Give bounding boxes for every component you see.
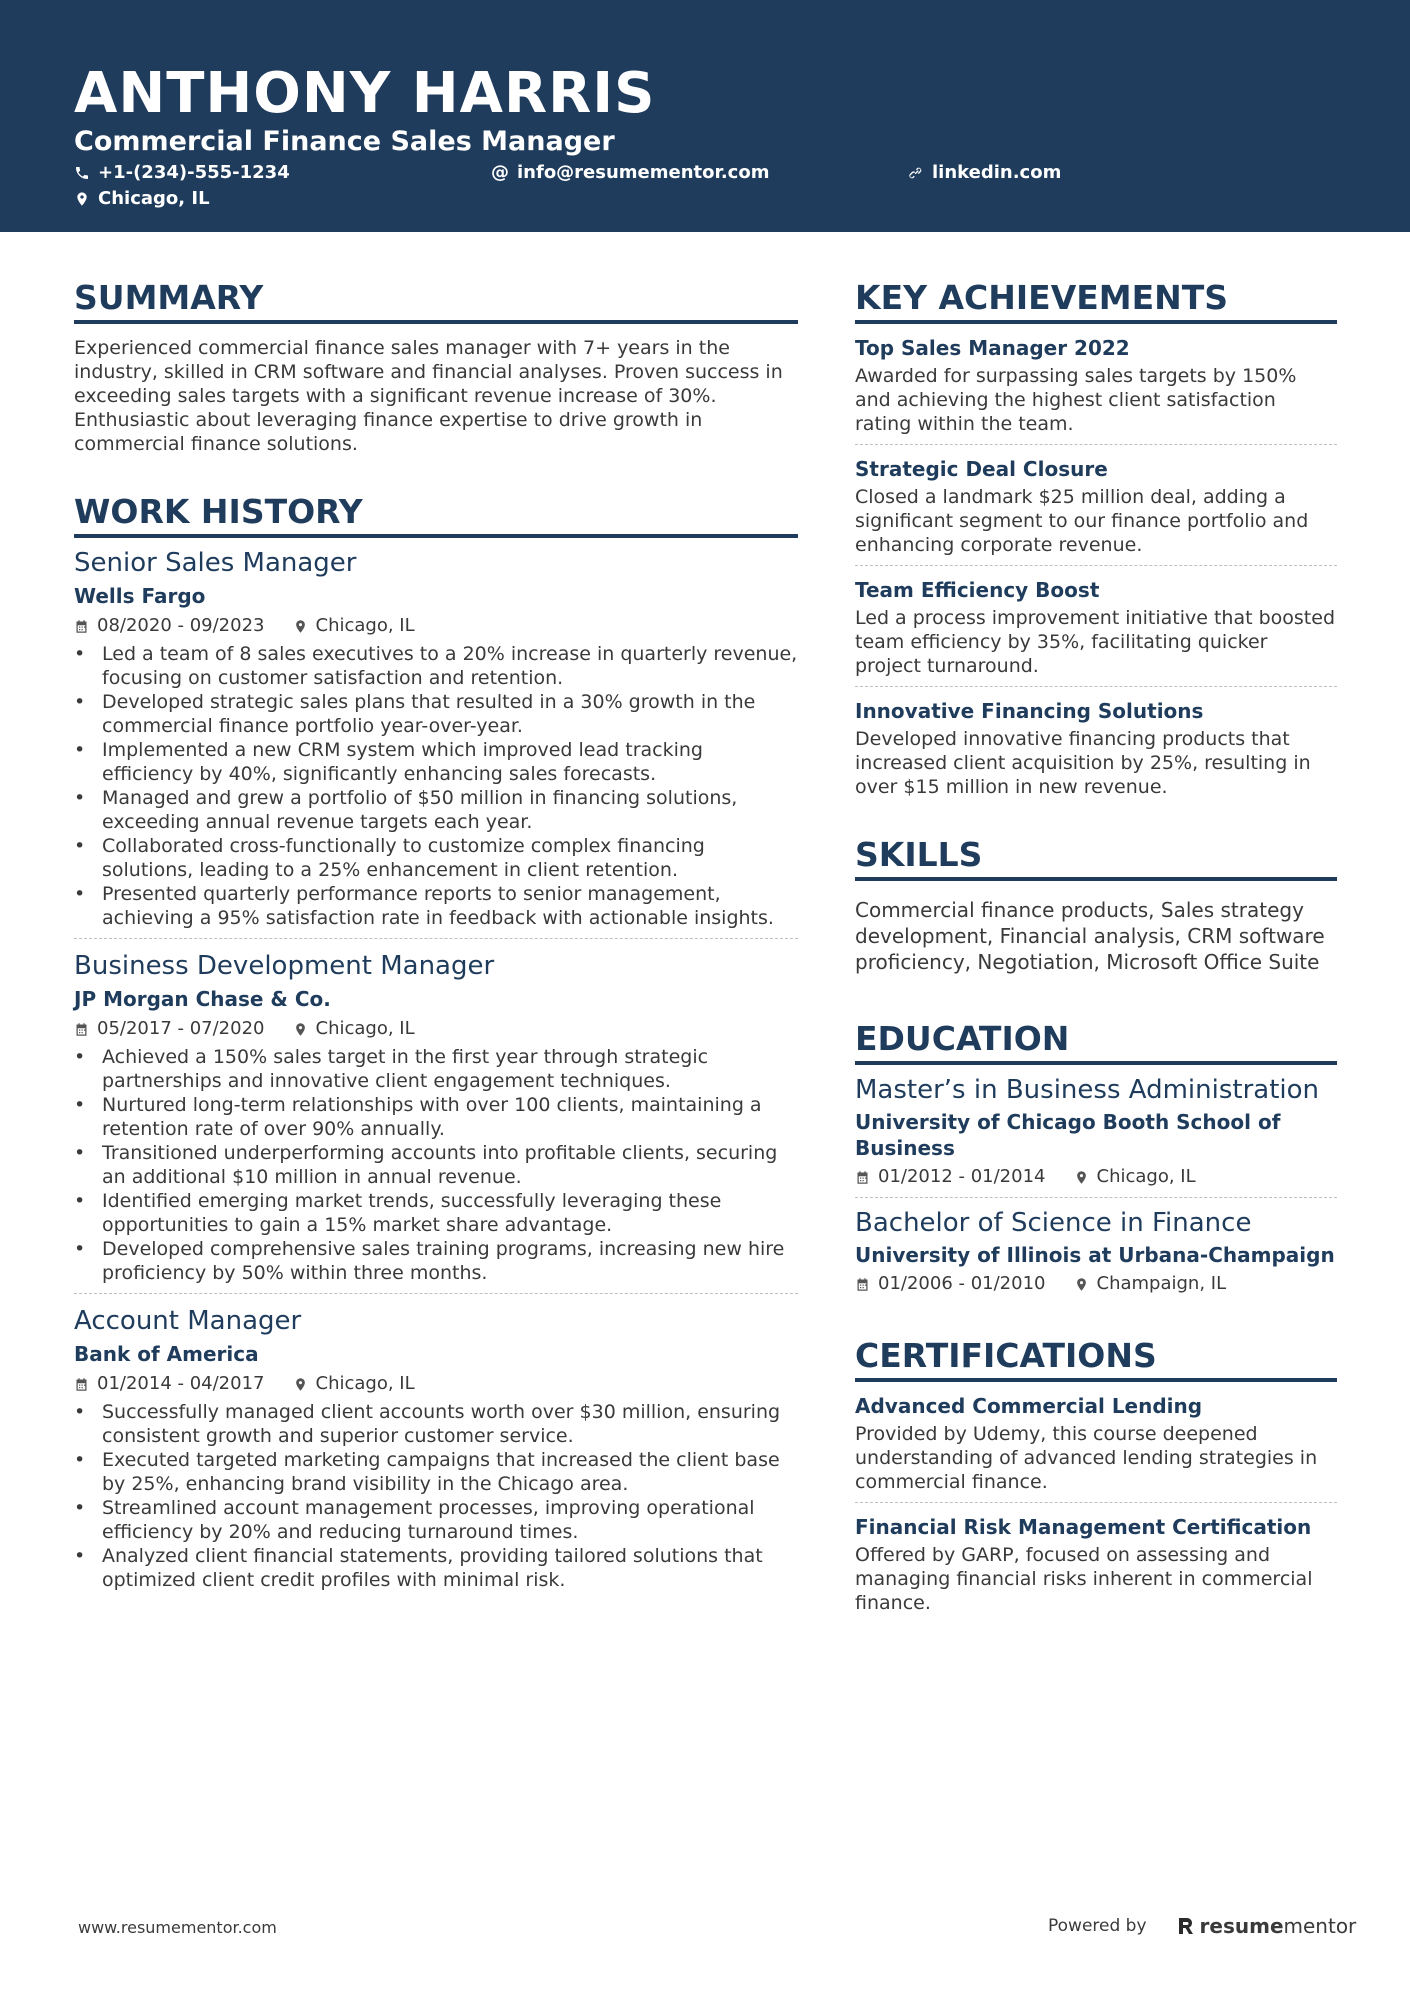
brand-light-text: mentor (1283, 1914, 1357, 1938)
header-banner (0, 0, 1410, 232)
skills-heading: SKILLS (855, 835, 1337, 881)
education-entry (855, 1206, 1337, 1296)
job-entry (74, 949, 798, 1285)
achievement-text: Led a process improvement initiative that boosted team efficiency by 35%, facilitating quicker project turnaround. (855, 607, 1336, 677)
location-pin-icon (1074, 1170, 1089, 1185)
job-bullets (74, 1045, 798, 1285)
company-name: Wells Fargo (74, 584, 206, 608)
at-icon: @ (491, 162, 509, 183)
education-section (855, 1019, 1337, 1296)
certification-text: Provided by Udemy, this course deepened understanding of advanced lending strategies in commercial finance. (855, 1423, 1318, 1493)
bullet-item: • Identified emerging market trends, successfully leveraging these opportunities to gain a 15% market share advantage. (74, 1189, 798, 1237)
calendar-icon (74, 1022, 89, 1037)
job-meta (74, 1372, 798, 1396)
achievements-heading: KEY ACHIEVEMENTS (855, 278, 1337, 324)
location-pin-icon (293, 619, 308, 634)
certification-title: Financial Risk Management Certification (855, 1515, 1312, 1539)
contact-location (74, 187, 210, 211)
right-column (855, 278, 1337, 1615)
job-meta (74, 1017, 798, 1041)
education-location: Champaign, IL (1096, 1273, 1227, 1294)
bullet-item: • Developed strategic sales plans that resulted in a 30% growth in the commercial finance portfolio year-over-year. (74, 690, 798, 738)
achievement-item (855, 334, 1337, 436)
company-name: JP Morgan Chase & Co. (74, 987, 331, 1011)
job-dates: 01/2014 - 04/2017 (97, 1373, 265, 1394)
achievement-item (855, 455, 1337, 557)
job-location: Chicago, IL (315, 1373, 415, 1394)
degree-title: Bachelor of Science in Finance (855, 1208, 1252, 1238)
school-name: University of Illinois at Urbana-Champaign (855, 1243, 1335, 1267)
contact-linkedin[interactable] (908, 161, 1061, 185)
brand-bold-text: resume (1199, 1914, 1284, 1938)
bullet-item: • Transitioned underperforming accounts into profitable clients, securing an additional $10 million in annual revenue. (74, 1141, 798, 1189)
candidate-name: ANTHONY HARRIS (74, 61, 656, 126)
bullet-item: • Developed comprehensive sales training programs, increasing new hire proficiency by 50% within three months. (74, 1237, 798, 1285)
education-meta (855, 1165, 1337, 1189)
calendar-icon (74, 619, 89, 634)
job-meta (74, 614, 798, 638)
achievement-divider (855, 565, 1337, 566)
bullet-item: • Presented quarterly performance reports to senior management, achieving a 95% satisfaction rate in feedback with actionable insights. (74, 882, 798, 930)
bullet-item: • Streamlined account management processes, improving operational efficiency by 20% and reducing turnaround times. (74, 1496, 798, 1544)
achievement-divider (855, 686, 1337, 687)
phone-text: +1-(234)-555-1234 (98, 162, 290, 183)
link-icon (908, 165, 924, 181)
achievement-title: Strategic Deal Closure (855, 457, 1108, 481)
work-history-heading: WORK HISTORY (74, 492, 798, 538)
calendar-icon (855, 1170, 870, 1185)
achievement-title: Team Efficiency Boost (855, 578, 1100, 602)
skills-text: Commercial finance products, Sales strategy development, Financial analysis, CRM software proficiency, Negotiation, Microsoft Office Suite (855, 898, 1325, 974)
certification-divider (855, 1502, 1337, 1503)
brand-logo[interactable] (1177, 1914, 1357, 1938)
certification-text: Offered by GARP, focused on assessing and managing financial risks inherent in commercial finance. (855, 1544, 1313, 1614)
footer-website[interactable]: www.resumementor.com (78, 1918, 277, 1937)
job-bullets (74, 642, 798, 930)
powered-by-text: Powered by (1048, 1916, 1147, 1936)
achievement-title: Top Sales Manager 2022 (855, 336, 1130, 360)
bullet-item: • Successfully managed client accounts worth over $30 million, ensuring consistent growth and superior customer service. (74, 1400, 798, 1448)
achievement-text: Closed a landmark $25 million deal, adding a significant segment to our finance portfolio and enhancing corporate revenue. (855, 486, 1309, 556)
bullet-item: • Executed targeted marketing campaigns that increased the client base by 25%, enhancing brand visibility in the Chicago area. (74, 1448, 798, 1496)
location-pin-icon (293, 1022, 308, 1037)
footer-branding (1048, 1914, 1356, 1938)
achievement-text: Awarded for surpassing sales targets by 150% and achieving the highest client satisfaction rating within the team. (855, 365, 1297, 435)
left-column (74, 278, 798, 1592)
bullet-item: • Nurtured long-term relationships with over 100 clients, maintaining a retention rate of over 90% annually. (74, 1093, 798, 1141)
job-location: Chicago, IL (315, 1018, 415, 1039)
calendar-icon (855, 1277, 870, 1292)
candidate-title: Commercial Finance Sales Manager (74, 126, 615, 157)
certifications-heading: CERTIFICATIONS (855, 1336, 1337, 1382)
job-title: Account Manager (74, 1306, 302, 1336)
education-location: Chicago, IL (1096, 1166, 1196, 1187)
bullet-item: • Collaborated cross-functionally to customize complex financing solutions, leading to a 25% enhancement in client retention. (74, 834, 798, 882)
job-divider (74, 938, 798, 939)
job-bullets (74, 1400, 798, 1592)
certifications-section (855, 1336, 1337, 1615)
job-divider (74, 1293, 798, 1294)
bullet-item: • Implemented a new CRM system which improved lead tracking efficiency by 40%, significantly enhancing sales forecasts. (74, 738, 798, 786)
summary-section (74, 278, 798, 456)
summary-text: Experienced commercial finance sales manager with 7+ years in the industry, skilled in CRM software and financial analyses. Proven success in exceeding sales targets with a significant revenue increase of 30%. Enthusiastic about leveraging finance expertise to drive growth in commercial finance solutions. (74, 337, 783, 455)
linkedin-text: linkedin.com (932, 162, 1062, 183)
education-dates: 01/2006 - 01/2010 (878, 1273, 1046, 1294)
bullet-item: • Achieved a 150% sales target in the first year through strategic partnerships and innovative client engagement techniques. (74, 1045, 798, 1093)
job-location: Chicago, IL (315, 615, 415, 636)
education-entry (855, 1073, 1337, 1189)
achievement-text: Developed innovative financing products that increased client acquisition by 25%, resulting in over $15 million in new revenue. (855, 728, 1311, 798)
certification-item (855, 1392, 1337, 1494)
education-divider (855, 1197, 1337, 1198)
phone-icon (74, 165, 90, 181)
location-text: Chicago, IL (98, 188, 210, 209)
achievement-item (855, 576, 1337, 678)
degree-title: Master’s in Business Administration (855, 1075, 1320, 1105)
achievements-section (855, 278, 1337, 799)
bullet-item: • Led a team of 8 sales executives to a 20% increase in quarterly revenue, focusing on customer satisfaction and retention. (74, 642, 798, 690)
brand-mark-icon (1177, 1916, 1195, 1936)
company-name: Bank of America (74, 1342, 259, 1366)
job-entry (74, 546, 798, 930)
education-dates: 01/2012 - 01/2014 (878, 1166, 1046, 1187)
email-text: info@resumementor.com (517, 162, 770, 183)
skills-section (855, 835, 1337, 975)
certification-title: Advanced Commercial Lending (855, 1394, 1203, 1418)
location-pin-icon (1074, 1277, 1089, 1292)
education-meta (855, 1272, 1337, 1296)
location-pin-icon (74, 191, 90, 207)
calendar-icon (74, 1377, 89, 1392)
summary-heading: SUMMARY (74, 278, 798, 324)
bullet-item: • Analyzed client financial statements, providing tailored solutions that optimized client credit profiles with minimal risk. (74, 1544, 798, 1592)
job-title: Senior Sales Manager (74, 548, 357, 578)
achievement-item (855, 697, 1337, 799)
work-history-section (74, 492, 798, 1592)
bullet-item: • Managed and grew a portfolio of $50 million in financing solutions, exceeding annual revenue targets each year. (74, 786, 798, 834)
school-name: University of Chicago Booth School of Business (855, 1110, 1281, 1160)
education-heading: EDUCATION (855, 1019, 1337, 1065)
contact-phone[interactable] (74, 161, 290, 185)
certification-item (855, 1513, 1337, 1615)
contact-email[interactable] (491, 161, 769, 185)
job-title: Business Development Manager (74, 951, 495, 981)
location-pin-icon (293, 1377, 308, 1392)
job-dates: 05/2017 - 07/2020 (97, 1018, 265, 1039)
job-dates: 08/2020 - 09/2023 (97, 615, 265, 636)
achievement-divider (855, 444, 1337, 445)
achievement-title: Innovative Financing Solutions (855, 699, 1204, 723)
job-entry (74, 1304, 798, 1592)
